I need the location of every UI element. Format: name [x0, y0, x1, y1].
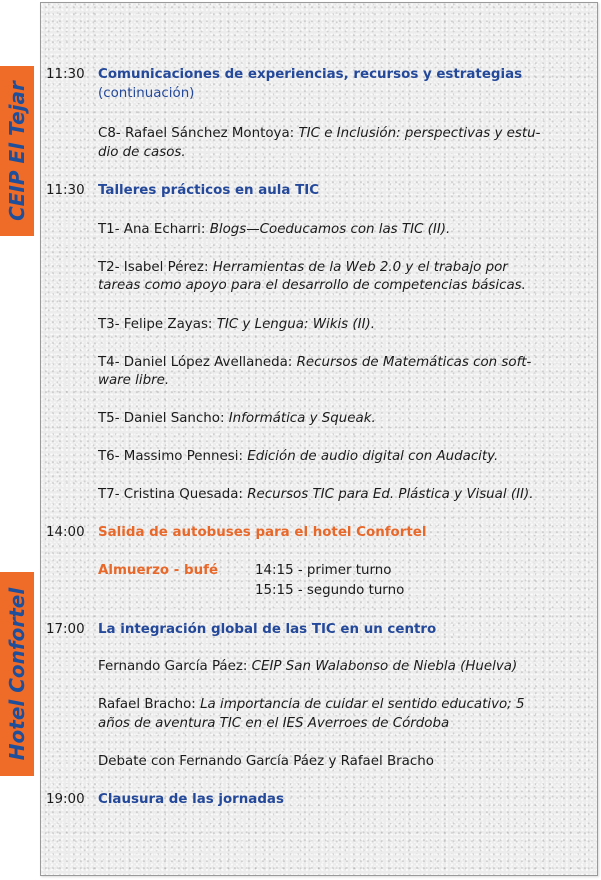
workshop-t4-cont: [98, 372, 169, 390]
talk-bracho: [98, 696, 524, 714]
workshop-t5: [98, 410, 376, 428]
talk-c8: [98, 125, 540, 143]
speaker-name: T4- Daniel López Avellaneda:: [98, 355, 297, 370]
workshop-title: Edición de audio digital con Audacity.: [247, 449, 499, 464]
talk-title: dio de casos.: [98, 145, 186, 160]
speaker-name: T5- Daniel Sancho:: [98, 411, 229, 426]
workshop-title: Recursos de Matemáticas con soft-: [296, 355, 532, 370]
workshop-t3: [98, 316, 375, 334]
side-tab-ceip-el-tejar: [0, 66, 34, 236]
session-title: Talleres prácticos en aula TIC: [98, 183, 320, 198]
speaker-name: Fernando García Páez:: [98, 659, 252, 674]
workshop-t6: [98, 448, 498, 466]
workshop-title: ware libre.: [98, 373, 170, 388]
speaker-name: C8- Rafael Sánchez Montoya:: [98, 126, 299, 141]
talk-title: años de aventura TIC en el IES Averroes de Córdoba: [98, 716, 450, 731]
time-label: 19:00: [46, 792, 85, 807]
session-subtitle: (continuación): [98, 86, 195, 101]
talk-bracho-cont: [98, 715, 449, 733]
workshop-title: Informática y Squeak.: [228, 411, 376, 426]
time-label: 14:00: [46, 525, 85, 540]
speaker-name: T7- Cristina Quesada:: [98, 487, 248, 502]
time-label: 17:00: [46, 622, 85, 637]
speaker-name: T2- Isabel Pérez:: [98, 260, 213, 275]
workshop-t2: [98, 259, 508, 277]
speaker-name: T3- Felipe Zayas:: [98, 317, 217, 332]
session-title: Comunicaciones de experiencias, recursos y estrategias: [98, 67, 523, 82]
workshop-title: tareas como apoyo para el desarrollo de competencias básicas.: [98, 278, 526, 293]
talk-c8-cont: [98, 144, 186, 162]
side-tab-hotel-confortel: [0, 572, 34, 776]
workshop-t4: [98, 354, 531, 372]
workshop-title: Blogs—Coeducamos con las TIC (II).: [209, 222, 451, 237]
time-label: 11:30: [46, 67, 85, 82]
workshop-title: TIC y Lengua: Wikis (II).: [216, 317, 376, 332]
speaker-name: Rafael Bracho:: [98, 697, 201, 712]
speaker-name: T1- Ana Echarri:: [98, 222, 210, 237]
lunch-shift-2: 15:15 - segundo turno: [255, 583, 405, 598]
speaker-name: T6- Massimo Pennesi:: [98, 449, 248, 464]
talk-title: CEIP San Walabonso de Niebla (Huelva): [251, 659, 518, 674]
workshop-title: Recursos TIC para Ed. Plástica y Visual (II).: [247, 487, 534, 502]
talk-title: La importancia de cuidar el sentido educativo; 5: [200, 697, 525, 712]
side-tab-label: CEIP El Tejar: [5, 81, 30, 221]
session-title: La integración global de las TIC en un centro: [98, 622, 437, 637]
workshop-t7: [98, 486, 533, 504]
workshop-title: Herramientas de la Web 2.0 y el trabajo por: [212, 260, 508, 275]
session-title: Salida de autobuses para el hotel Confortel: [98, 525, 427, 540]
side-tab-label: Hotel Confortel: [5, 587, 29, 761]
talk-title: TIC e Inclusión: perspectivas y estu-: [298, 126, 541, 141]
workshop-t1: [98, 221, 450, 239]
talk-garcia-paez: [98, 658, 517, 676]
workshop-t2-cont: [98, 277, 526, 295]
session-title: Clausura de las jornadas: [98, 792, 284, 807]
debate-line: Debate con Fernando García Páez y Rafael Bracho: [98, 754, 434, 769]
lunch-label: Almuerzo - bufé: [98, 563, 219, 578]
time-label: 11:30: [46, 183, 85, 198]
lunch-shift-1: 14:15 - primer turno: [255, 563, 392, 578]
